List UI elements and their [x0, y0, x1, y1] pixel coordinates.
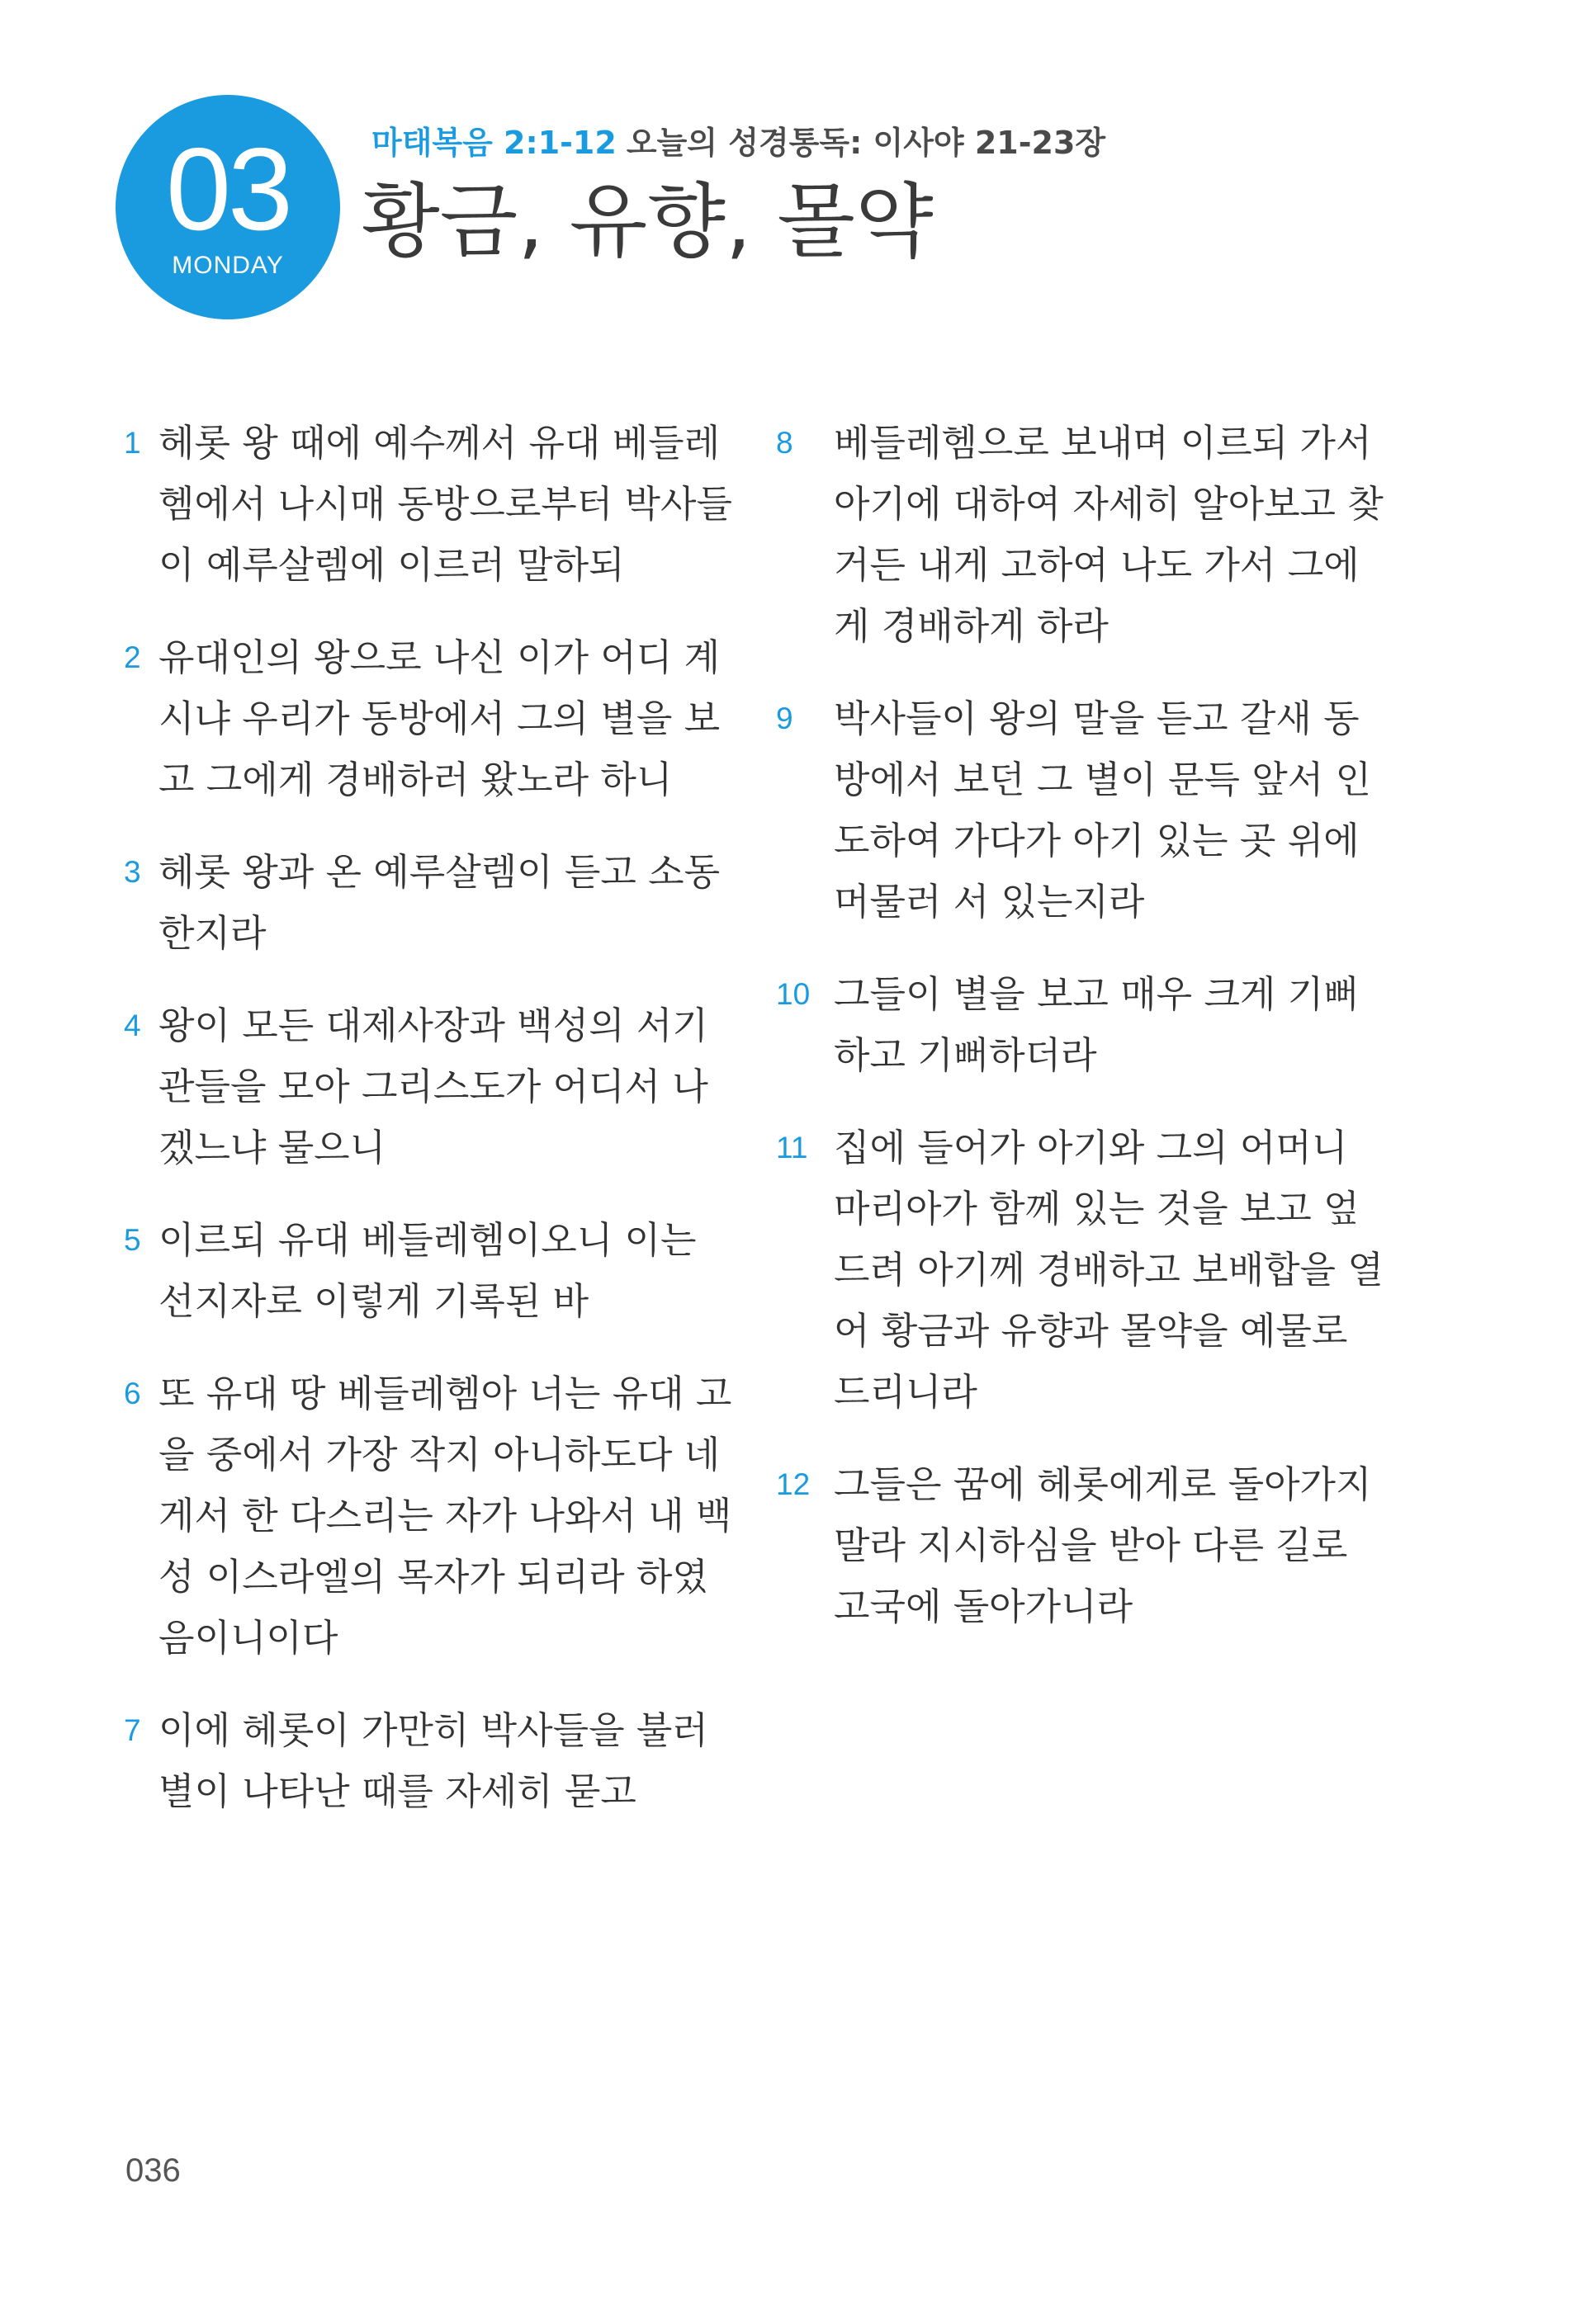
- verse-number: 2: [124, 640, 141, 674]
- verse-item: [776, 964, 1391, 1086]
- verse-text: 이에 헤롯이 가만히 박사들을 불러 별이 나타난 때를 자세히 묻고: [158, 1708, 708, 1813]
- verse-number: 10: [776, 977, 811, 1011]
- verse-item: [124, 1210, 739, 1332]
- verse-text: 그들은 꿈에 헤롯에게로 돌아가지 말라 지시하심을 받아 다른 길로 고국에 돌아가니라: [834, 1462, 1372, 1628]
- verse-text: 집에 들어가 아기와 그의 어머니 마리아가 함께 있는 것을 보고 엎드려 아기께 경배하고 보배합을 열어 황금과 유향과 몰약을 예물로 드리니라: [834, 1126, 1384, 1414]
- verse-text: 헤롯 왕 때에 예수께서 유대 베들레헴에서 나시매 동방으로부터 박사들이 예루살렘에 이르러 말하되: [158, 421, 732, 587]
- day-badge: [116, 95, 340, 319]
- verse-item: [124, 1700, 739, 1822]
- scripture-reference: 마태복음 2:1-12: [371, 125, 617, 161]
- verse-item: [124, 627, 739, 810]
- verse-item: [124, 842, 739, 964]
- verse-number: 4: [124, 1008, 141, 1042]
- day-number: 03: [166, 124, 290, 255]
- page-number: 036: [125, 2152, 181, 2189]
- page-title: 황금, 유향, 몰약: [362, 175, 934, 269]
- verse-item: [124, 413, 739, 596]
- day-name: MONDAY: [172, 252, 284, 279]
- verse-item: [776, 1454, 1391, 1637]
- verse-number: 7: [124, 1713, 141, 1747]
- verse-number: 6: [124, 1377, 141, 1410]
- verse-text: 또 유대 땅 베들레헴아 너는 유대 고을 중에서 가장 작지 아니하도다 네게서 한 다스리는 자가 나와서 내 백성 이스라엘의 목자가 되리라 하였음이니이다: [158, 1372, 732, 1660]
- verse-column-left: [124, 413, 739, 1854]
- verse-text: 헤롯 왕과 온 예루살렘이 듣고 소동한지라: [158, 850, 721, 955]
- verse-number: 12: [776, 1467, 811, 1501]
- verse-text: 그들이 별을 보고 매우 크게 기뻐하고 기뻐하더라: [834, 972, 1360, 1077]
- header-subtitle: [371, 122, 1105, 163]
- verse-text: 이르되 유대 베들레헴이오니 이는 선지자로 이렇게 기록된 바: [158, 1218, 697, 1323]
- verse-item: [124, 995, 739, 1179]
- verse-number: 3: [124, 855, 141, 889]
- verse-number: 11: [776, 1131, 808, 1164]
- verse-item: [776, 413, 1391, 657]
- verse-number: 8: [776, 426, 793, 460]
- verse-column-right: [776, 413, 1391, 1669]
- verse-text: 박사들이 왕의 말을 듣고 갈새 동방에서 보던 그 별이 문득 앞서 인도하여 가다가 아기 있는 곳 위에 머물러 서 있는지라: [834, 697, 1371, 923]
- verse-number: 5: [124, 1223, 141, 1257]
- reading-plan-label: 오늘의 성경통독: 이사야 21-23장: [626, 125, 1106, 161]
- verse-item: [776, 1117, 1391, 1423]
- verse-text: 왕이 모든 대제사장과 백성의 서기관들을 모아 그리스도가 어디서 나겠느냐 물으니: [158, 1004, 708, 1169]
- verse-number: 1: [124, 426, 141, 460]
- verse-item: [776, 688, 1391, 933]
- verse-item: [124, 1363, 739, 1669]
- verse-number: 9: [776, 701, 793, 735]
- verse-text: 베들레헴으로 보내며 이르되 가서 아기에 대하여 자세히 알아보고 찾거든 내게 고하여 나도 가서 그에게 경배하게 하라: [834, 421, 1384, 648]
- verse-text: 유대인의 왕으로 나신 이가 어디 계시냐 우리가 동방에서 그의 별을 보고 그에게 경배하러 왔노라 하니: [158, 635, 721, 801]
